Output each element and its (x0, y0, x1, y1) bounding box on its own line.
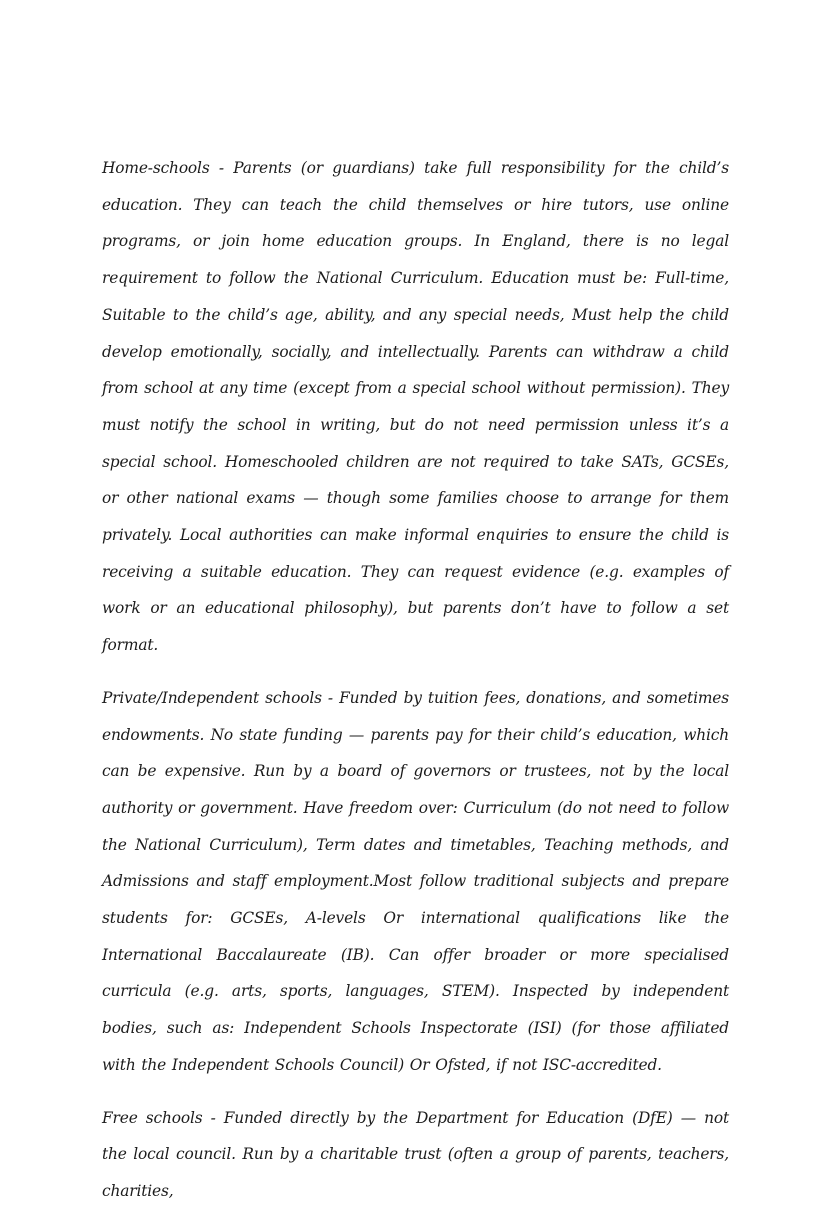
paragraph-free-schools: Free schools - Funded directly by the Department for Education (DfE) — not the local council. Run by a charitable trust (often a group of parents, teachers, charities, (102, 1108, 729, 1200)
paragraph-private-independent-schools: Private/Independent schools - Funded by tuition fees, donations, and sometimes endowments. No state funding — parents pay for their child’s education, which can be expensive. Run by a board of governors or trustees, not by the local authority or government. Have freedom over: Curriculum (do not need to follow the National Curriculum), Term dates and timetables, Teaching methods, and Admissions and staff employment.Most follow traditional subjects and prepare students for: GCSEs, A-levels Or international qualifications like the International Baccalaureate (IB). Can offer broader or more specialised curricula (e.g. arts, sports, languages, STEM). Inspected by independent bodies, such as: Independent Schools Inspectorate (ISI) (for those affiliated with the Independent Schools Council) Or Ofsted, if not ISC-accredited. (102, 688, 729, 1074)
paragraph-home-schools: Home-schools - Parents (or guardians) take full responsibility for the child’s education. They can teach the child themselves or hire tutors, use online programs, or join home education groups. In England, there is no legal requirement to follow the National Curriculum. Education must be: Full-time, Suitable to the child’s age, ability, and any special needs, Must help the child develop emotionally, socially, and intellectually. Parents can withdraw a child from school at any time (except from a special school without permission). They must notify the school in writing, but do not need permission unless it’s a special school. Homeschooled children are not required to take SATs, GCSEs, or other national exams — though some families choose to arrange for them privately. Local authorities can make informal enquiries to ensure the child is receiving a suitable education. They can request evidence (e.g. examples of work or an educational philosophy), but parents don’t have to follow a set format. (102, 159, 729, 655)
document-body (102, 150, 729, 1210)
